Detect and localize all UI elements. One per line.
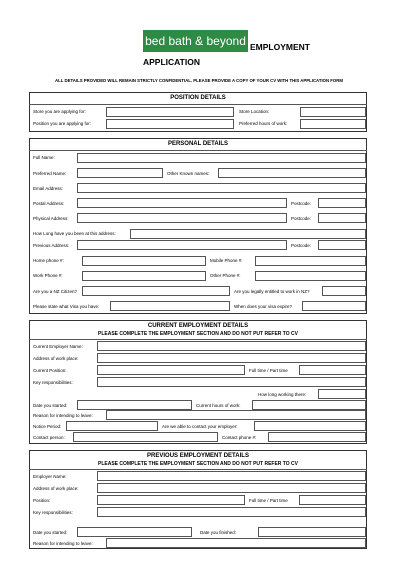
postal-address-field[interactable]: [77, 198, 287, 208]
previous-address-field[interactable]: [77, 240, 287, 250]
how-long-working-label: How long working there:: [258, 392, 307, 397]
current-date-started-field[interactable]: [77, 400, 192, 410]
previous-full-part-field[interactable]: [299, 495, 366, 505]
current-hours-field[interactable]: [252, 400, 366, 410]
notice-period-label: Notice Period:: [33, 424, 62, 429]
store-location-label: Store Location:: [239, 109, 270, 114]
divider: [29, 339, 367, 340]
postcode-field[interactable]: [318, 198, 366, 208]
hours-label: Preferred hours of work:: [239, 121, 288, 126]
notice-period-field[interactable]: [66, 421, 158, 431]
full-name-field[interactable]: [77, 153, 366, 163]
nz-citizen-field[interactable]: [82, 286, 230, 296]
contact-ok-label: Are we able to contact your employer:: [162, 424, 238, 429]
contact-phone-field[interactable]: [268, 432, 366, 442]
physical-address-field[interactable]: [77, 213, 287, 223]
nz-citizen-label: Are you a NZ Citizen?: [33, 289, 78, 294]
home-phone-label: Home phone #:: [33, 258, 64, 263]
previous-date-finished-label: Date you finished:: [200, 530, 237, 535]
current-position-label: Current Position:: [33, 368, 67, 373]
preferred-name-label: Preferred Name:: [33, 171, 67, 176]
previous-reason-label: Reason for intending to leave:: [33, 541, 93, 546]
other-phone-label: Other Phone #:: [210, 273, 241, 278]
current-full-part-label: Full time / Part time: [249, 368, 288, 373]
visa-field[interactable]: [110, 301, 230, 311]
email-field[interactable]: [77, 183, 366, 193]
company-logo: [143, 30, 248, 52]
physical-address-label: Physical Address:: [33, 216, 69, 221]
work-phone-field[interactable]: [82, 271, 206, 281]
previous-employment-subtitle: PLEASE COMPLETE THE EMPLOYMENT SECTION AND DO NOT PUT REFER TO CV: [97, 461, 298, 467]
previous-employer-label: Employer Name:: [33, 474, 67, 479]
previous-address-label: Previous Address:: [33, 243, 70, 248]
postcode-label-2: Postcode:: [291, 216, 312, 221]
home-phone-field[interactable]: [82, 256, 206, 266]
current-employment-title: CURRENT EMPLOYMENT DETAILS: [147, 323, 249, 329]
previous-address-label: Address of work place:: [33, 486, 79, 491]
divider: [29, 469, 367, 470]
previous-responsibilities-label: Key responsibilities:: [33, 510, 73, 515]
personal-details-title: PERSONAL DETAILS: [167, 141, 229, 147]
current-address-field[interactable]: [97, 353, 366, 363]
form-title-line2: APPLICATION: [143, 57, 200, 67]
current-hours-label: Current hours of work:: [196, 403, 241, 408]
current-address-label: Address of work place:: [33, 356, 79, 361]
postcode-field-2[interactable]: [318, 213, 366, 223]
previous-date-started-field[interactable]: [77, 527, 192, 537]
visa-expire-label: When does your visa expire?: [234, 304, 293, 309]
contact-person-label: Contact person:: [33, 435, 65, 440]
how-long-working-field[interactable]: [318, 389, 366, 399]
previous-employer-field[interactable]: [97, 471, 366, 481]
legally-entitled-field[interactable]: [322, 286, 366, 296]
form-title-line1: EMPLOYMENT: [250, 42, 310, 52]
contact-phone-label: Contact phone #:: [222, 435, 257, 440]
other-names-label: Other Known names:: [167, 171, 210, 176]
store-field[interactable]: [106, 107, 234, 117]
current-date-started-label: Date you started:: [33, 403, 68, 408]
full-name-label: Full Name:: [33, 155, 55, 160]
work-phone-label: Work Phone #:: [33, 273, 63, 278]
mobile-phone-label: Mobile Phone #:: [210, 258, 243, 263]
postal-address-label: Postal Address:: [33, 201, 65, 206]
mobile-phone-field[interactable]: [255, 256, 366, 266]
previous-address-field[interactable]: [97, 483, 366, 493]
position-label: Position you are applying for:: [33, 121, 92, 126]
previous-responsibilities-field[interactable]: [97, 507, 366, 517]
confidentiality-notice: ALL DETAILS PROVIDED WILL REMAIN STRICTLY CONFIDENTIAL. PLEASE PROVIDE A COPY OF YOUR CV WITH THIS APPLICATION FORM: [55, 78, 343, 83]
current-responsibilities-label: Key responsibilities:: [33, 380, 73, 385]
previous-date-started-label: Date you started:: [33, 530, 68, 535]
contact-person-field[interactable]: [73, 432, 218, 442]
divider: [29, 104, 367, 105]
hours-field[interactable]: [300, 119, 366, 129]
legally-entitled-label: Are you legally entitled to work in NZ?: [234, 289, 310, 294]
store-location-field[interactable]: [300, 107, 366, 117]
visa-expire-field[interactable]: [302, 301, 366, 311]
how-long-field[interactable]: [130, 229, 366, 239]
how-long-label: How Long have you been at this address:: [33, 231, 116, 236]
current-employer-field[interactable]: [97, 341, 366, 351]
current-employer-label: Current Employer Name:: [33, 344, 83, 349]
current-reason-field[interactable]: [106, 410, 366, 420]
previous-position-field[interactable]: [97, 495, 245, 505]
email-label: Email Address:: [33, 186, 64, 191]
contact-ok-field[interactable]: [254, 421, 366, 431]
current-employment-subtitle: PLEASE COMPLETE THE EMPLOYMENT SECTION AND DO NOT PUT REFER TO CV: [97, 331, 298, 337]
previous-employment-title: PREVIOUS EMPLOYMENT DETAILS: [147, 453, 249, 459]
other-names-field[interactable]: [218, 168, 366, 178]
store-label: Store you are applying for:: [33, 109, 86, 114]
postcode-label: Postcode:: [291, 201, 312, 206]
previous-date-finished-field[interactable]: [258, 527, 366, 537]
position-details-title: POSITION DETAILS: [170, 95, 226, 101]
current-responsibilities-field[interactable]: [97, 377, 366, 387]
previous-position-label: Position:: [33, 498, 51, 503]
current-full-part-field[interactable]: [299, 365, 366, 375]
previous-full-part-label: Full time / Part time: [249, 498, 288, 503]
postcode-label-3: Postcode:: [291, 243, 312, 248]
visa-label: Please state what Visa you have:: [33, 304, 100, 309]
current-position-field[interactable]: [97, 365, 245, 375]
postcode-field-3[interactable]: [318, 240, 366, 250]
preferred-name-field[interactable]: [77, 168, 163, 178]
position-field[interactable]: [106, 119, 234, 129]
other-phone-field[interactable]: [255, 271, 366, 281]
divider: [29, 150, 367, 151]
logo-text: bed bath & beyond: [145, 34, 246, 48]
previous-reason-field[interactable]: [106, 538, 366, 548]
current-reason-label: Reason for intending to leave:: [33, 413, 93, 418]
